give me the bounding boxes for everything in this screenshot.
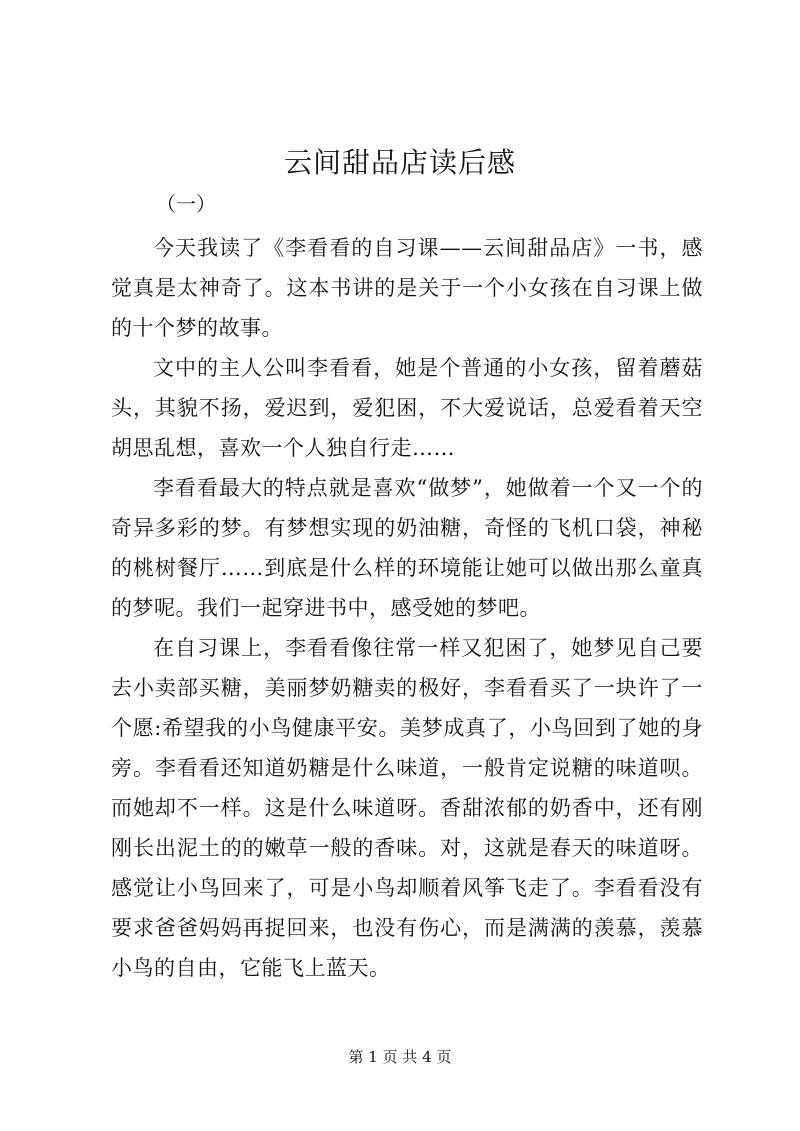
- paragraph-1: 今天我读了《李看看的自习课——云间甜品店》一书，感觉真是太神奇了。这本书讲的是关于一个小女孩在自习课上做的十个梦的故事。: [111, 236, 703, 340]
- page-title: 云间甜品店读后感: [283, 146, 516, 179]
- body-text: [111, 228, 703, 988]
- paragraph-4: 在自习课上，李看看像往常一样又犯困了，她梦见自己要去小卖部买糖，美丽梦奶糖卖的极好，李看看买了一块许了一个愿:希望我的小鸟健康平安。美梦成真了，小鸟回到了她的身旁。李看看还知道奶糖是什么味道，一般肯定说糖的味道呗。而她却不一样。这是什么味道呀。香甜浓郁的奶香中，还有刚刚长出泥土的的嫩草一般的香味。对，这就是春天的味道呀。感觉让小鸟回来了，可是小鸟却顺着风筝飞走了。李看看没有要求爸爸妈妈再捉回来，也没有伤心，而是满满的羡慕，羡慕小鸟的自由，它能飞上蓝天。: [111, 636, 703, 980]
- paragraph-2: 文中的主人公叫李看看，她是个普通的小女孩，留着蘑菇头，其貌不扬，爱迟到，爱犯困，不大爱说话，总爱看着天空胡思乱想，喜欢一个人独自行走……: [111, 356, 703, 460]
- page-footer: 第 1 页 共 4 页: [348, 1048, 452, 1066]
- section-marker: （一）: [156, 192, 216, 216]
- paragraph-3: 李看看最大的特点就是喜欢“做梦”，她做着一个又一个的奇异多彩的梦。有梦想实现的奶油糖，奇怪的飞机口袋，神秘的桃树餐厅……到底是什么样的环境能让她可以做出那么童真的梦呢。我们一起穿进书中，感受她的梦吧。: [111, 476, 703, 620]
